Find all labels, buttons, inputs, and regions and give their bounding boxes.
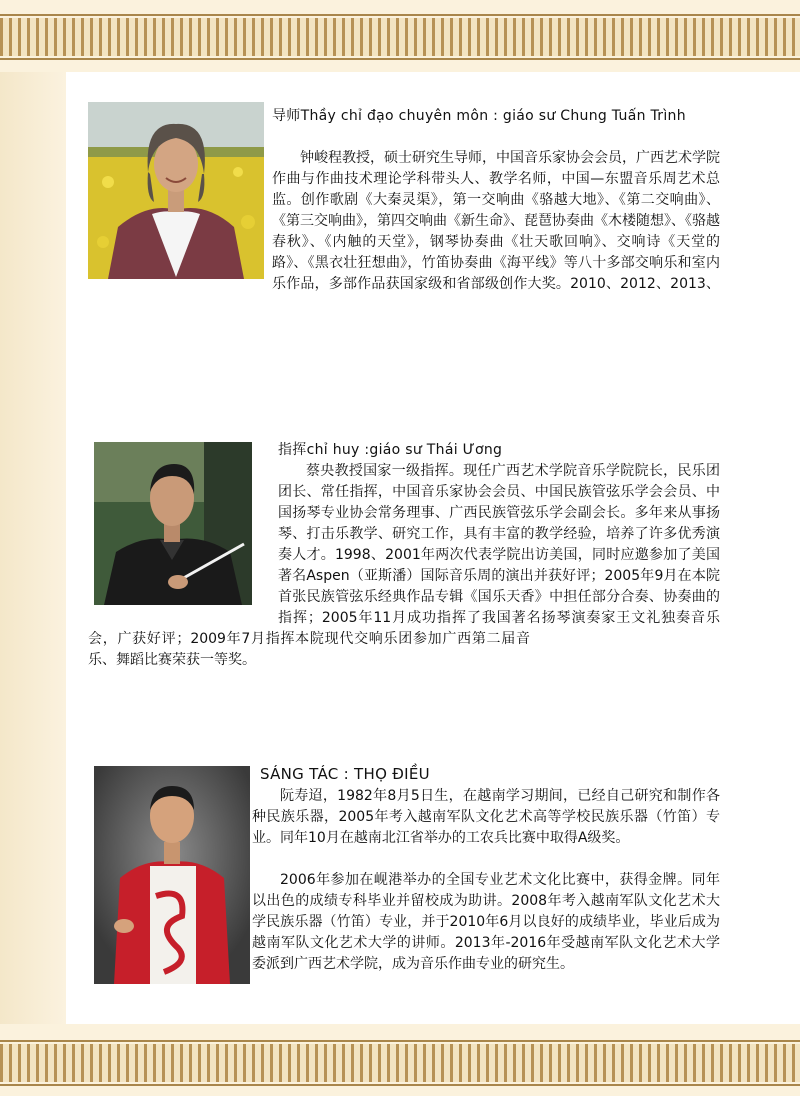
portrait-photo-chung-tuan-trinh: [88, 102, 264, 279]
bio-paragraph-bottom: [88, 295, 720, 379]
bio-paragraph-continuation: 会，广获好评；2009年7月指挥本院现代交响乐团参加广西第二届音乐、舞蹈比赛荣获一等奖。: [88, 631, 530, 668]
border-rule: [0, 1040, 800, 1042]
bio-continuation-clip: [88, 629, 720, 671]
border-rule: [0, 1084, 800, 1086]
section-heading: SÁNG TÁC : THỌ ĐIỀU: [260, 765, 430, 783]
bottom-piano-key-border: [0, 1024, 800, 1096]
bio-paragraph-top: 蔡央教授国家一级指挥。现任广西艺术学院音乐学院院长，民乐团团长、常任指挥，中国音乐家协会会员、中国民族管弦乐学会会员、中国扬琴专业协会常务理事、广西民族管弦乐学会副会长。多年来从事扬琴、打击乐教学、研究工作，具有丰富的教学经验，培养了许多优秀演奏人才。1998、2001年两次代表学院出访美国，同时应邀参加了美国著名Aspen（亚斯潘）国际音乐周的演出并获好评；2005年9月在本院首张民族管弦乐经典作品专辑《国乐天香》中担任部分合奏、协奏曲的指挥；2005年11月成功指挥了我国著名扬琴演奏家王文礼独奏音乐: [278, 463, 720, 626]
bio-paragraph-bottom: [88, 629, 720, 713]
profile-section-2: [66, 432, 800, 762]
portrait-photo-tho-dieu: [94, 766, 250, 984]
section-heading: 导师Thầy chỉ đạo chuyên môn : giáo sư Chung Tuấn Trình: [272, 108, 686, 124]
border-rule: [0, 14, 800, 16]
left-margin-strip: [0, 72, 66, 1024]
border-rule: [0, 58, 800, 60]
top-piano-key-border: [0, 0, 800, 72]
piano-key-stripes: [0, 18, 800, 56]
piano-key-stripes: [0, 1044, 800, 1082]
section-heading: 指挥chỉ huy :giáo sư Thái Ương: [278, 442, 503, 458]
portrait-photo-thai-uong: [94, 442, 252, 605]
page-content: [66, 72, 800, 1024]
bio-paragraph-2: 2006年参加在岘港举办的全国专业艺术文化比赛中，获得金牌。同年以出色的成绩专科毕业并留校成为助讲。2008年考入越南军队文化艺术大学民族乐器（竹笛）专业，并于2010年6月以良好的成绩毕业，毕业后成为越南军队文化艺术大学的讲师。2013年-2016年受越南军队文化艺术大学委派到广西艺术学院，成为音乐作曲专业的研究生。: [252, 872, 720, 972]
profile-section-3: [66, 762, 800, 1024]
bio-paragraph-top: 钟峻程教授，硕士研究生导师，中国音乐家协会会员，广西艺术学院作曲与作曲技术理论学科带头人、教学名师，中国—东盟音乐周艺术总监。创作歌剧《大秦灵渠》，第一交响曲《骆越大地》、《第二交响曲》、《第三交响曲》，第四交响曲《新生命》、琵琶协奏曲《木楼随想》、《骆越春秋》、《内触的天堂》，钢琴协奏曲《壮天歌回响》、交响诗《天堂的路》、《黑衣壮狂想曲》，竹笛协奏曲《海平线》等八十多部交响乐和室内乐作品，多部作品获国家级和省部级创作大奖。2010、2012、2013、: [272, 150, 720, 292]
bio-paragraph-1: 阮寿迢，1982年8月5日生，在越南学习期间，已经自己研究和制作各种民族乐器，2005年考入越南军队文化艺术高等学校民族乐器（竹笛）专业。同年10月在越南北江省举办的工农兵比赛中取得A级奖。: [252, 788, 720, 846]
profile-section-1: [66, 72, 800, 392]
